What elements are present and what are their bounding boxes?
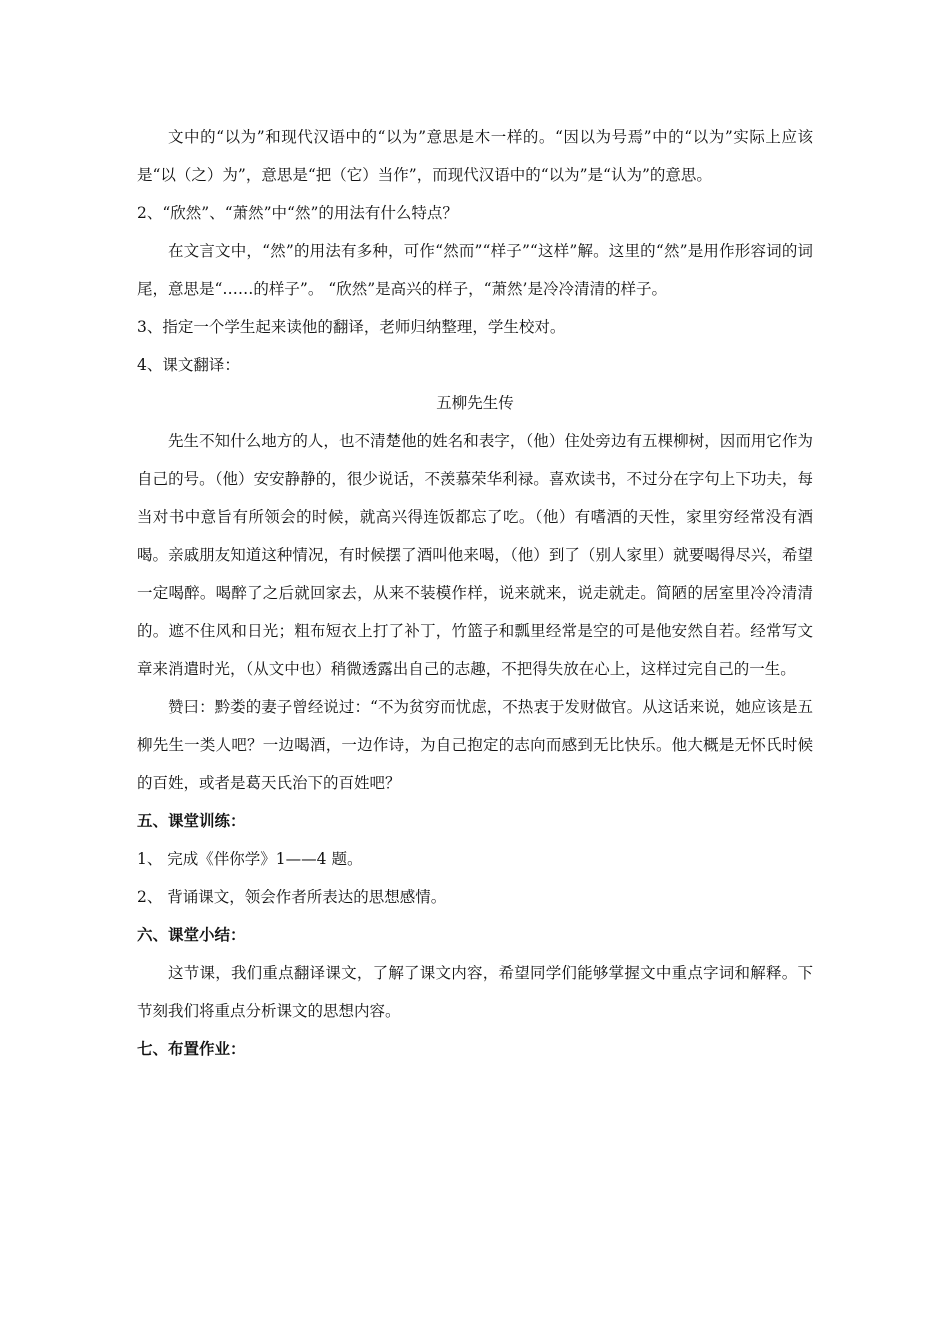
practice-item-1: 1、 完成《伴你学》1——4 题。 — [137, 850, 363, 868]
translation-title: 五柳先生传 — [436, 394, 514, 412]
question-2: 2、“欣然”、“萧然”中“然”的用法有什么特点？ — [137, 204, 458, 222]
paragraph-yiwei-explanation: 文中的“以为”和现代汉语中的“以为”意思是木一样的。“因以为号焉”中的“以为”实际上应该是“以（之）为”，意思是“把（它）当作”，而现代汉语中的“以为”是“认为”的意思。 — [137, 128, 813, 184]
step-3: 3、指定一个学生起来读他的翻译，老师归纳整理，学生校对。 — [137, 318, 566, 336]
section-heading-homework: 七、布置作业： — [137, 1039, 246, 1058]
translation-body: 先生不知什么地方的人，也不清楚他的姓名和表字，（他）住处旁边有五棵柳树，因而用它作为自己的号。（他）安安静静的，很少说话，不羡慕荣华利禄。喜欢读书，不过分在字句上下功夫，每当对书中意旨有所领会的时候，就高兴得连饭都忘了吃。（他）有嗜酒的天性，家里穷经常没有酒喝。亲戚朋友知道这种情况，有时候摆了酒叫他来喝，（他）到了（别人家里）就要喝得尽兴，希望一定喝醉。喝醉了之后就回家去，从来不装模作样，说来就来，说走就走。简陋的居室里冷冷清清的。遮不住风和日光；粗布短衣上打了补丁，竹篮子和瓢里经常是空的可是他安然自若。经常写文章来消遣时光，（从文中也）稍微透露出自己的志趣，不把得失放在心上，这样过完自己的一生。 — [137, 432, 813, 678]
summary-paragraph: 这节课，我们重点翻译课文，了解了课文内容，希望同学们能够掌握文中重点字词和解释。下节刻我们将重点分析课文的思想内容。 — [137, 964, 813, 1020]
document-body — [137, 118, 813, 1068]
translation-zanyue: 赞曰：黔娄的妻子曾经说过：“不为贫穷而忧虑，不热衷于发财做官。从这话来说，她应该是五柳先生一类人吧？一边喝酒，一边作诗，为自己抱定的志向而感到无比快乐。他大概是无怀氏时候的百姓，或者是葛天氏治下的百姓吧？ — [137, 698, 813, 792]
practice-item-2: 2、 背诵课文，领会作者所表达的思想感情。 — [137, 888, 447, 906]
paragraph-ran-explanation: 在文言文中，“然”的用法有多种，可作“然而”“样子”“这样”解。这里的“然”是用作形容词的词尾，意思是“……的样子”。 “欣然”是高兴的样子，“萧然’是冷冷清清的样子。 — [137, 242, 813, 298]
step-4: 4、课文翻译： — [137, 356, 240, 374]
section-heading-summary: 六、课堂小结： — [137, 925, 246, 944]
section-heading-practice: 五、课堂训练： — [137, 811, 246, 830]
